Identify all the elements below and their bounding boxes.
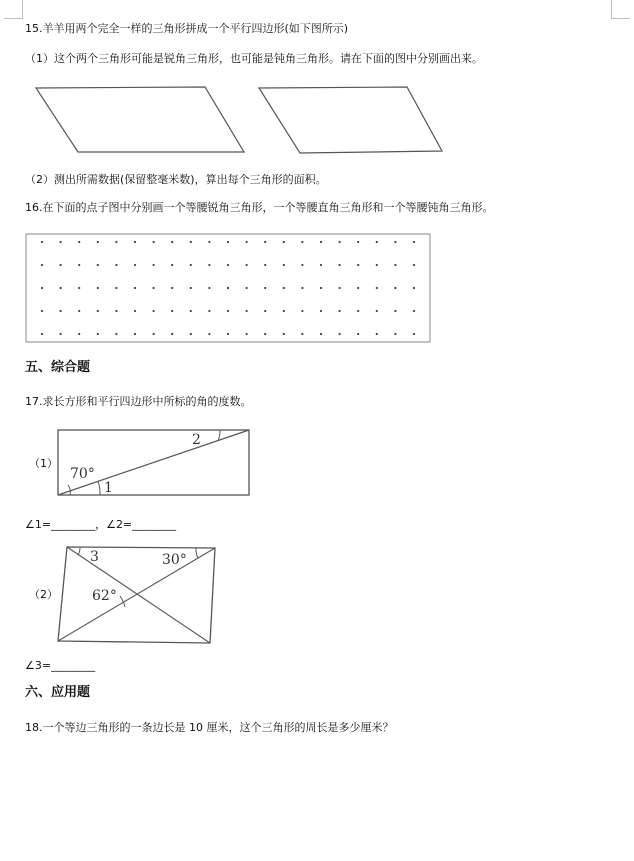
- q15-part1: （1）这个两个三角形可能是锐角三角形，也可能是钝角三角形。请在下面的图中分别画出来。: [25, 52, 483, 65]
- angle-62-label: 62°: [92, 588, 117, 604]
- parallelogram-diagonal-1: [67, 547, 210, 643]
- angle-arc-30: [196, 548, 198, 558]
- angle-30-label: 30°: [162, 552, 187, 568]
- angle-arc-3: [78, 548, 80, 555]
- q16-title: 16.在下面的点子图中分别画一个等腰锐角三角形，一个等腰直角三角形和一个等腰钝角三角形。: [25, 201, 494, 214]
- section6-heading: 六、应用题: [25, 685, 91, 700]
- parallelogram-diagonal-2: [58, 548, 215, 641]
- q17-answer1: ∠1=________，∠2=________: [25, 518, 177, 531]
- section5-heading: 五、综合题: [25, 360, 91, 375]
- q18-title: 18.一个等边三角形的一条边长是 10 厘米，这个三角形的周长是多少厘米？: [25, 721, 394, 734]
- angle-3-label: 3: [90, 549, 99, 565]
- angle-70-label: 70°: [70, 466, 95, 482]
- q17-fig1-label: （1）: [29, 457, 58, 470]
- q15-title: 15.羊羊用两个完全一样的三角形拼成一个平行四边形(如下图所示): [25, 22, 349, 35]
- q15-part2: （2）测出所需数据(保留整毫米数)，算出每个三角形的面积。: [25, 173, 327, 186]
- q17-title: 17.求长方形和平行四边形中所标的角的度数。: [25, 395, 252, 408]
- q17-fig2-label: （2）: [29, 588, 58, 601]
- angle-2-label: 2: [192, 432, 201, 448]
- angle-1-label: 1: [104, 480, 113, 496]
- q17-answer2: ∠3=________: [25, 659, 96, 672]
